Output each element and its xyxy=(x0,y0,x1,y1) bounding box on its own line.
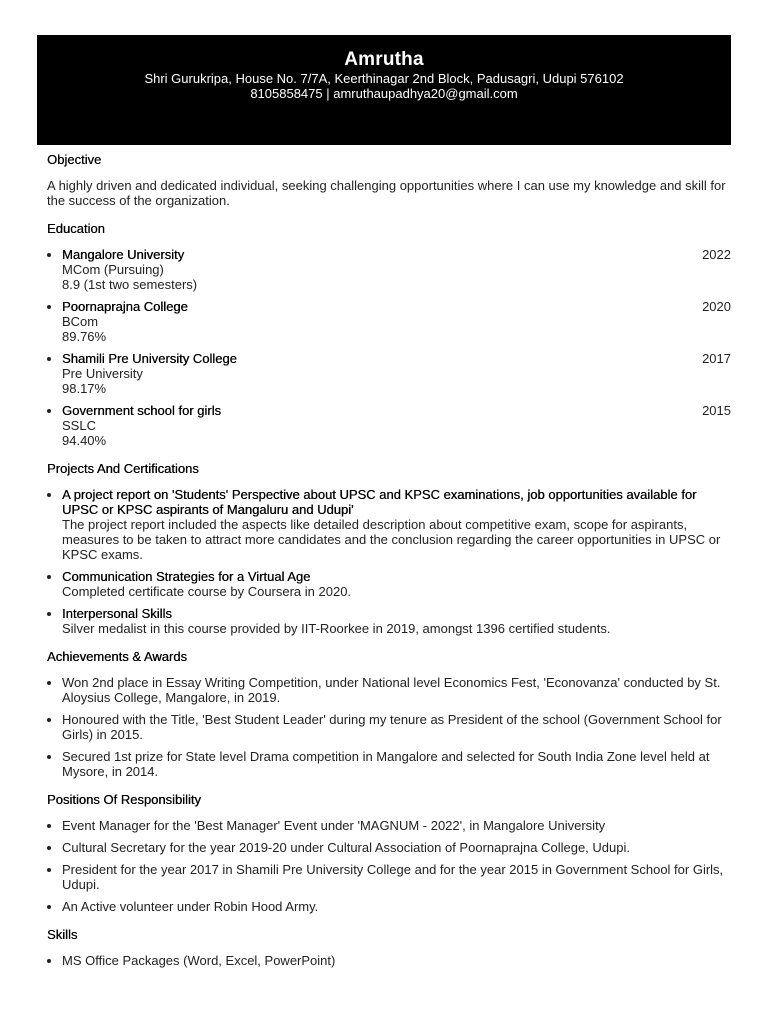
candidate-name: Amrutha xyxy=(344,49,424,70)
education-item xyxy=(62,299,731,344)
position-item: • Event Manager for the 'Best Manager' Event under 'MAGNUM - 2022', in Mangalore University xyxy=(62,818,731,833)
positions-list xyxy=(47,818,731,914)
education-item xyxy=(62,403,731,448)
resume-body xyxy=(47,151,731,968)
positions-section xyxy=(47,791,731,914)
education-year: 2020 xyxy=(702,299,731,314)
project-name: • Communication Strategies for a Virtual Age xyxy=(62,569,311,584)
objective-section xyxy=(47,151,731,208)
skills-title: Skills xyxy=(47,927,78,942)
position-item: • Cultural Secretary for the year 2019-20 under Cultural Association of Poornaprajna College, Udupi. xyxy=(62,840,731,855)
education-score: 89.76% xyxy=(62,329,107,344)
achievement-item: • Won 2nd place in Essay Writing Competition, under National level Economics Fest, 'Econovanza' conducted by St. Aloysius College, Mangalore, in 2019. xyxy=(62,675,731,705)
achievements-list xyxy=(47,675,731,779)
achievement-item: • Honoured with the Title, 'Best Student Leader' during my tenure as President of the school (Government School for Girls) in 2015. xyxy=(62,712,731,742)
education-course: MCom (Pursuing) xyxy=(62,262,164,277)
education-year: 2015 xyxy=(702,403,731,418)
education-course: BCom xyxy=(62,314,99,329)
education-item xyxy=(62,351,731,396)
achievements-title: Achievements & Awards xyxy=(47,649,187,664)
achievements-section xyxy=(47,648,731,779)
skills-list xyxy=(47,953,731,968)
education-score: 94.40% xyxy=(62,433,107,448)
education-list xyxy=(47,247,731,448)
project-name: • Interpersonal Skills xyxy=(62,606,172,621)
education-year: 2022 xyxy=(702,247,731,262)
project-description: Silver medalist in this course provided by IIT-Roorkee in 2019, amongst 1396 certified students. xyxy=(62,621,611,636)
education-item xyxy=(62,247,731,292)
education-course: SSLC xyxy=(62,418,96,433)
position-item: • An Active volunteer under Robin Hood Army. xyxy=(62,899,731,914)
resume-header xyxy=(37,35,731,145)
project-description: The project report included the aspects like detailed description about competitive exam, scope for aspirants, measures to be taken to attract more candidates and the conclusion regarding the career opportunities in UPSC or KPSC exams. xyxy=(62,517,721,562)
projects-list xyxy=(47,487,731,636)
projects-title: Projects And Certifications xyxy=(47,461,199,476)
contact-info: 8105858475 | amruthaupadhya20@gmail.com xyxy=(250,86,518,101)
education-year: 2017 xyxy=(702,351,731,366)
project-item xyxy=(62,606,731,636)
project-description: Completed certificate course by Coursera in 2020. xyxy=(62,584,352,599)
address: Shri Gurukripa, House No. 7/7A, Keerthinagar 2nd Block, Padusagri, Udupi 576102 xyxy=(144,71,624,86)
education-course: Pre University xyxy=(62,366,143,381)
education-score: 98.17% xyxy=(62,381,107,396)
education-institution: • Shamili Pre University College xyxy=(62,351,237,366)
objective-title: Objective xyxy=(47,152,102,167)
objective-text: A highly driven and dedicated individual, seeking challenging opportunities where I can use my knowledge and skill for the success of the organization. xyxy=(47,178,726,208)
skill-item: • MS Office Packages (Word, Excel, PowerPoint) xyxy=(62,953,731,968)
project-item xyxy=(62,487,731,562)
positions-title: Positions Of Responsibility xyxy=(47,792,201,807)
skills-section xyxy=(47,926,731,968)
education-section xyxy=(47,220,731,448)
education-institution: • Mangalore University xyxy=(62,247,185,262)
education-institution: • Government school for girls xyxy=(62,403,221,418)
project-item xyxy=(62,569,731,599)
education-institution: • Poornaprajna College xyxy=(62,299,188,314)
projects-section xyxy=(47,460,731,636)
education-score: 8.9 (1st two semesters) xyxy=(62,277,198,292)
education-title: Education xyxy=(47,221,105,236)
project-name: • A project report on 'Students' Perspective about UPSC and KPSC examinations, job opportunities available for UPSC or KPSC aspirants of Mangaluru and Udupi' xyxy=(62,487,697,517)
position-item: • President for the year 2017 in Shamili Pre University College and for the year 2015 in Government School for Girls, Udupi. xyxy=(62,862,731,892)
achievement-item: • Secured 1st prize for State level Drama competition in Mangalore and selected for South India Zone level held at Mysore, in 2014. xyxy=(62,749,731,779)
